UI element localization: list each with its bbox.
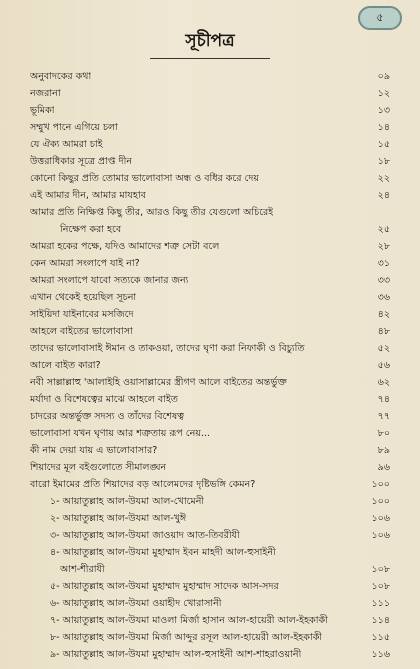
toc-entry-title: এখান থেকেই হয়েছিল সূচনা <box>30 292 137 303</box>
toc-entry-title: আহলে বাইতের ভালোবাসা <box>30 326 133 337</box>
toc-entry-continuation <box>30 223 390 237</box>
toc-entry-page: ৩৩ <box>377 275 390 286</box>
toc-entry-page: ১১৪ <box>371 615 390 626</box>
toc-entry-title: অনুবাদকের কথা <box>30 71 92 82</box>
toc-entry-title: সম্মুখ পানে এগিয়ে চলা <box>30 122 118 133</box>
toc-entry-page: ৫২ <box>377 343 390 354</box>
toc-entry-page: ১১৫ <box>371 632 390 643</box>
toc-entry <box>30 308 390 322</box>
toc-entry-page: ৭৭ <box>377 411 390 422</box>
toc-entry-page: ৮০ <box>377 428 390 439</box>
page-title: সূচীপত্র <box>185 31 235 51</box>
toc-entry <box>30 206 390 220</box>
toc-entry-page: ১০০ <box>371 496 390 507</box>
toc-subentry <box>30 631 390 645</box>
toc-entry <box>30 359 390 373</box>
toc-entry-title: ৬- আয়াতুল্লাহ আল-উযমা ওয়াহীদ খোরাসানী <box>50 598 222 609</box>
toc-entry-title: সাইয়িদা যাইনাবের মসজিদে <box>30 309 134 320</box>
toc-entry-page: ১০৮ <box>371 581 390 592</box>
toc-entry-title: কী নাম দেয়া যায় এ ভালোবাসার? <box>30 445 158 456</box>
toc-entry-title: তাদের ভালোবাসাই ঈমান ও তাকওয়া, তাদের ঘৃণা করা নিফাকী ও বিচ্যুতি <box>30 343 305 354</box>
toc-entry-page: ৬২ <box>377 377 390 388</box>
toc-entry-title: আশ-শীরাযী <box>60 564 105 575</box>
toc-entry-title: নবী সাল্লাল্লাহু 'আলাইহি ওয়াসাল্লামের স্ত্রীগণ আলে বাইতের অন্তর্ভুক্ত <box>30 377 287 388</box>
toc-subentry <box>30 546 390 560</box>
toc-entry-page: ১৩ <box>377 105 390 116</box>
toc-entry <box>30 104 390 118</box>
toc-subentry <box>30 597 390 611</box>
toc-entry-page: ১১১ <box>371 598 390 609</box>
toc-subentry <box>30 529 390 543</box>
toc-entry <box>30 291 390 305</box>
toc-entry-title: কেন আমরা সংলাপে যাই না? <box>30 258 140 269</box>
toc-entry <box>30 478 390 492</box>
toc-entry <box>30 410 390 424</box>
toc-entry-title: বারো ইমামের প্রতি শিয়াদের বড় আলেমদের দৃষ্টিভঙ্গি কেমন? <box>30 479 256 490</box>
toc-entry-page: ১০৮ <box>371 564 390 575</box>
toc-entry-page: ৩১ <box>377 258 390 269</box>
toc-entry <box>30 240 390 254</box>
toc-entry-title: আমার প্রতি নিক্ষিপ্ত কিছু তীর, আরও কিছু তীর যেগুলো অচিরেই <box>30 207 274 218</box>
toc-subentry <box>30 512 390 526</box>
toc-entry <box>30 461 390 475</box>
toc-entry-title: চাদরের অন্তর্ভুক্ত সদস্য ও তাঁদের বিশেষত্ব <box>30 411 184 422</box>
toc-entry-page: ১০৬ <box>371 530 390 541</box>
toc-entry <box>30 138 390 152</box>
toc-entry <box>30 376 390 390</box>
toc-entry <box>30 427 390 441</box>
toc-entry-page: ১৮ <box>377 156 390 167</box>
toc-entry-page: ৫৬ <box>377 360 390 371</box>
toc-entry-title: আমরা সংলাপে যাবো সত্যকে জানার জন্য <box>30 275 189 286</box>
toc-entry <box>30 87 390 101</box>
toc-entry-page: ১৪ <box>377 122 390 133</box>
toc-subentry <box>30 614 390 628</box>
toc-entry-page: ২৪ <box>377 190 390 201</box>
toc-entry-page: ৪৮ <box>377 326 390 337</box>
toc-entry <box>30 155 390 169</box>
toc-entry-title: শিয়াদের মূল বইগুলোতে সীমালঙ্ঘন <box>30 462 167 473</box>
toc-entry-title: আমরা হকের পক্ষে, যদিও আমাদের শত্রু সেটা বলে <box>30 241 220 252</box>
toc-entry-page: ১০০ <box>371 479 390 490</box>
toc-entry-title: কোনো কিছুর প্রতি তোমার ভালোবাসা অন্ধ ও বধির করে দেয় <box>30 173 259 184</box>
toc-entry-title: ভালোবাসা যখন ঘৃণায় আর শত্রুতায় রূপ নেয়... <box>30 428 210 439</box>
toc-entry-page: ১২ <box>377 88 390 99</box>
toc-entry-page: ২২ <box>377 173 390 184</box>
page-number-badge: ৫ <box>358 6 402 30</box>
toc-entry-title: ভূমিকা <box>30 105 55 116</box>
toc-entry-title: উত্তরাধিকার সূত্রে প্রাপ্ত দীন <box>30 156 133 167</box>
toc-entry-title: ৯- আয়াতুল্লাহ আল-উযমা মুহাম্মাদ আল-হুসাইনী আশ-শাহরাওয়ানী <box>50 649 302 660</box>
toc-entry-title: ৭- আয়াতুল্লাহ আল-উযমা মাওলা মির্জা হাসান আল-হায়েরী আল-ইহকাকী <box>50 615 328 626</box>
toc-entry-title: নজরানা <box>30 88 61 99</box>
toc-entry <box>30 325 390 339</box>
toc-entry-title: নিক্ষেপ করা হবে <box>60 224 122 235</box>
toc-entry <box>30 342 390 356</box>
toc-entry-title: ৮- আয়াতুল্লাহ আল-উযমা মির্জা আব্দুর রসূল আল-হায়েরী আল-ইহকাকী <box>50 632 323 643</box>
toc-entry-page: ১১৬ <box>371 649 390 660</box>
toc-entry <box>30 257 390 271</box>
toc-entry-title: ১- আয়াতুল্লাহ আল-উযমা আল-খোমেনী <box>50 496 205 507</box>
toc-entry-page: ৩৬ <box>377 292 390 303</box>
toc-entry-title: যে ঐক্য আমরা চাই <box>30 139 103 150</box>
toc-entry <box>30 70 390 84</box>
toc-entry <box>30 393 390 407</box>
toc-entry-title: আলে বাইত কারা? <box>30 360 101 371</box>
toc-entry-title: ৪- আয়াতুল্লাহ আল-উযমা মুহাম্মাদ ইবন মাহদী আল-হুসাইনী <box>50 547 276 558</box>
toc-subentry-continuation <box>30 563 390 577</box>
toc-entry <box>30 274 390 288</box>
toc-subentry <box>30 648 390 662</box>
toc-entry-page: ২৫ <box>377 224 390 235</box>
toc-entry <box>30 121 390 135</box>
toc-entry-title: ৫- আয়াতুল্লাহ আল-উযমা মুহাম্মাদ মুহাম্মাদ সাদেক আস-সদর <box>50 581 279 592</box>
toc-entry-page: ৯৬ <box>377 462 390 473</box>
toc-entry-page: ১০৬ <box>371 513 390 524</box>
toc-entry-page: ৭৪ <box>377 394 390 405</box>
toc-entry-page: ১৫ <box>377 139 390 150</box>
toc-entry-title: এই আমার দীন, আমার মাযহাব <box>30 190 146 201</box>
toc-entry <box>30 189 390 203</box>
toc-entry <box>30 172 390 186</box>
toc-entry-title: মর্যাদা ও বিশেষত্বের মাঝে আহলে বাইত <box>30 394 178 405</box>
toc-entry-page: ৮৯ <box>377 445 390 456</box>
toc-entry-title: ৩- আয়াতুল্লাহ আল-উযমা জাওয়াদ আত-তিবরীযী <box>50 530 240 541</box>
toc-entry-page: ০৯ <box>377 71 390 82</box>
toc-entry-page: ৪২ <box>377 309 390 320</box>
toc-subentry <box>30 580 390 594</box>
toc-subentry <box>30 495 390 509</box>
toc-entry <box>30 444 390 458</box>
toc-entry-title: ২- আয়াতুল্লাহ আল-উযমা আল-খুঈ <box>50 513 187 524</box>
toc-entry-page: ২৮ <box>377 241 390 252</box>
